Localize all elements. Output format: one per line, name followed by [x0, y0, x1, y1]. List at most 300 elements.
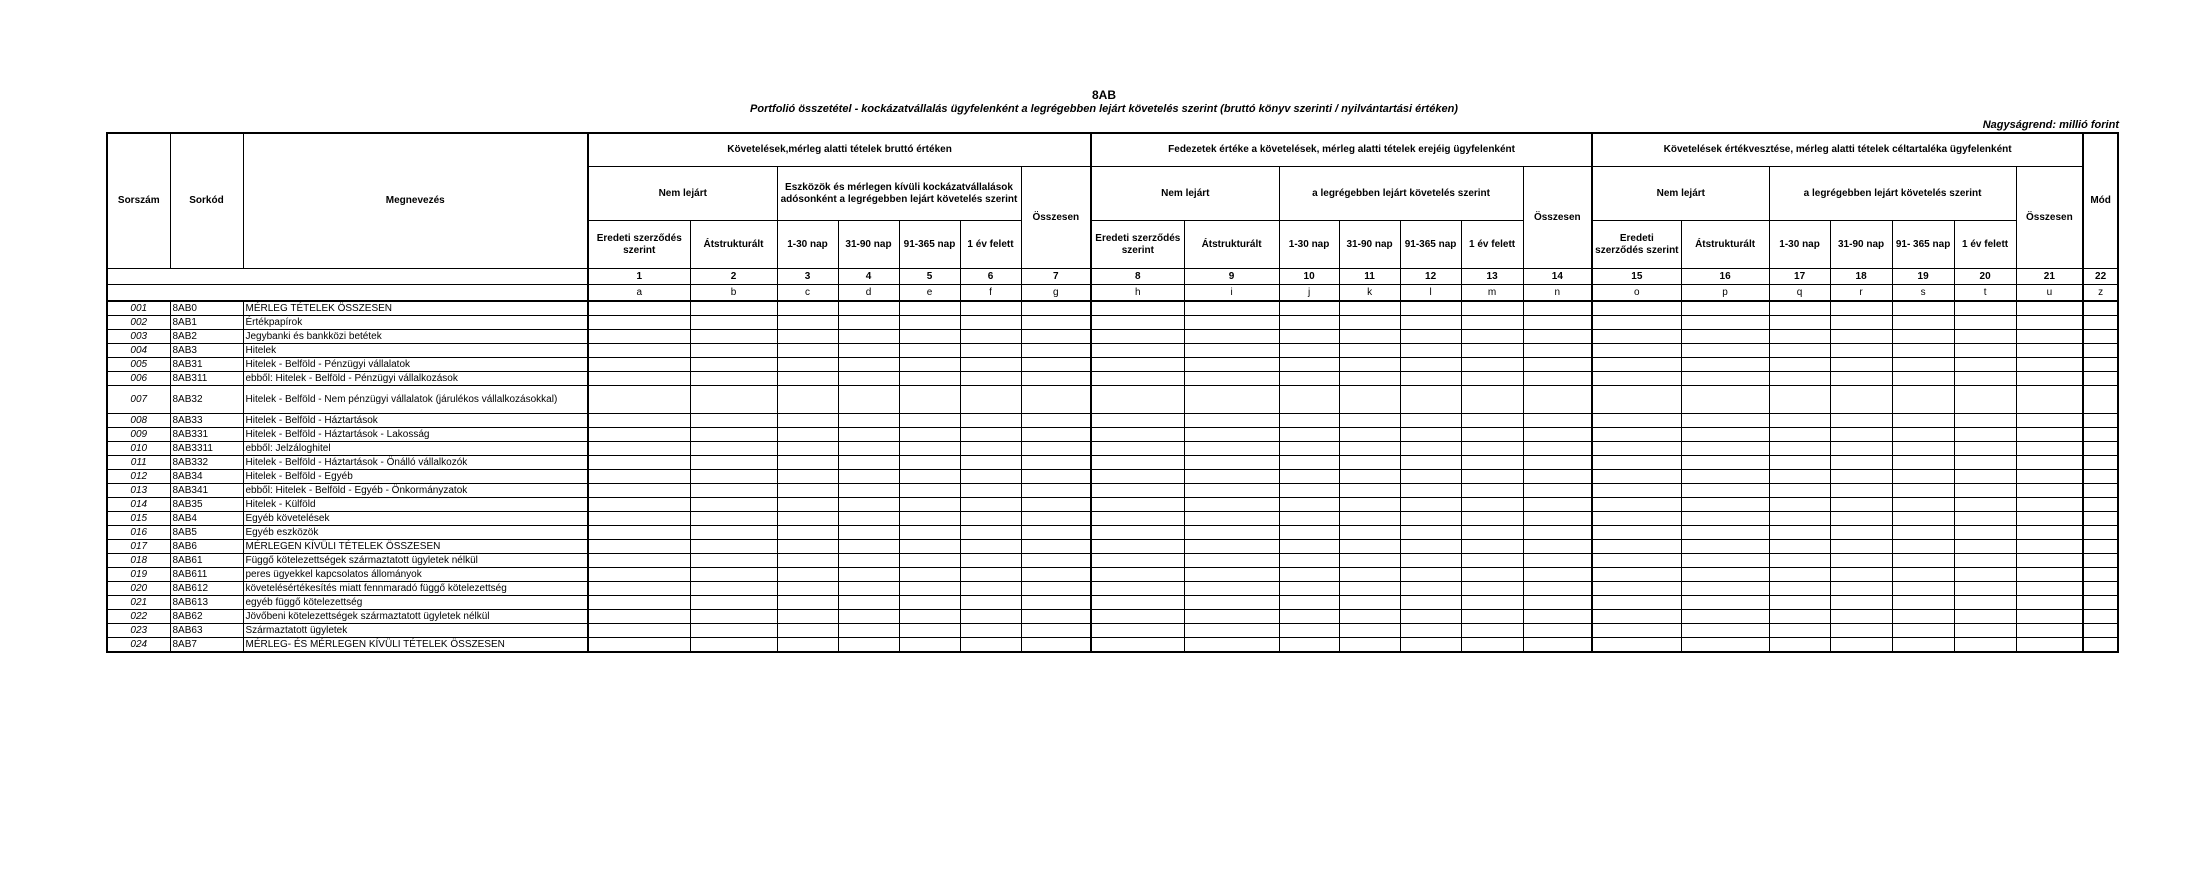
- value-cell[interactable]: [777, 596, 838, 610]
- value-cell[interactable]: [899, 456, 960, 470]
- value-cell[interactable]: [1461, 568, 1523, 582]
- value-cell[interactable]: [1681, 358, 1769, 372]
- value-cell[interactable]: [690, 512, 777, 526]
- value-cell[interactable]: [960, 498, 1021, 512]
- value-cell[interactable]: [1592, 610, 1681, 624]
- value-cell[interactable]: [1184, 624, 1279, 638]
- value-cell[interactable]: [2016, 582, 2083, 596]
- value-cell[interactable]: [1681, 582, 1769, 596]
- value-cell[interactable]: [1339, 386, 1400, 414]
- value-cell[interactable]: [960, 540, 1021, 554]
- value-cell[interactable]: [1021, 358, 1091, 372]
- value-cell[interactable]: [2016, 386, 2083, 414]
- value-cell[interactable]: [899, 470, 960, 484]
- value-cell[interactable]: [1184, 428, 1279, 442]
- value-cell[interactable]: [1523, 386, 1592, 414]
- value-cell[interactable]: [2083, 428, 2118, 442]
- value-cell[interactable]: [1769, 442, 1830, 456]
- value-cell[interactable]: [1400, 638, 1461, 653]
- value-cell[interactable]: [690, 442, 777, 456]
- value-cell[interactable]: [1523, 638, 1592, 653]
- value-cell[interactable]: [1400, 554, 1461, 568]
- value-cell[interactable]: [1021, 610, 1091, 624]
- value-cell[interactable]: [1339, 330, 1400, 344]
- value-cell[interactable]: [899, 386, 960, 414]
- value-cell[interactable]: [1954, 638, 2016, 653]
- value-cell[interactable]: [1592, 484, 1681, 498]
- value-cell[interactable]: [1461, 470, 1523, 484]
- value-cell[interactable]: [960, 610, 1021, 624]
- value-cell[interactable]: [1830, 596, 1892, 610]
- value-cell[interactable]: [899, 638, 960, 653]
- value-cell[interactable]: [1592, 498, 1681, 512]
- value-cell[interactable]: [777, 428, 838, 442]
- value-cell[interactable]: [1339, 414, 1400, 428]
- value-cell[interactable]: [777, 484, 838, 498]
- value-cell[interactable]: [960, 414, 1021, 428]
- value-cell[interactable]: [1681, 526, 1769, 540]
- value-cell[interactable]: [960, 484, 1021, 498]
- value-cell[interactable]: [1021, 540, 1091, 554]
- value-cell[interactable]: [1461, 386, 1523, 414]
- value-cell[interactable]: [1339, 484, 1400, 498]
- value-cell[interactable]: [2083, 358, 2118, 372]
- value-cell[interactable]: [2016, 624, 2083, 638]
- value-cell[interactable]: [588, 316, 690, 330]
- value-cell[interactable]: [2016, 470, 2083, 484]
- value-cell[interactable]: [1769, 582, 1830, 596]
- value-cell[interactable]: [2083, 386, 2118, 414]
- value-cell[interactable]: [1769, 386, 1830, 414]
- value-cell[interactable]: [2016, 540, 2083, 554]
- value-cell[interactable]: [690, 428, 777, 442]
- value-cell[interactable]: [777, 568, 838, 582]
- value-cell[interactable]: [1681, 344, 1769, 358]
- value-cell[interactable]: [899, 358, 960, 372]
- value-cell[interactable]: [2083, 484, 2118, 498]
- value-cell[interactable]: [1279, 386, 1339, 414]
- value-cell[interactable]: [1339, 540, 1400, 554]
- value-cell[interactable]: [1954, 344, 2016, 358]
- value-cell[interactable]: [2016, 316, 2083, 330]
- value-cell[interactable]: [777, 638, 838, 653]
- value-cell[interactable]: [1830, 428, 1892, 442]
- value-cell[interactable]: [1830, 624, 1892, 638]
- value-cell[interactable]: [1279, 582, 1339, 596]
- value-cell[interactable]: [690, 316, 777, 330]
- value-cell[interactable]: [1091, 568, 1184, 582]
- value-cell[interactable]: [1184, 386, 1279, 414]
- value-cell[interactable]: [1279, 470, 1339, 484]
- value-cell[interactable]: [690, 344, 777, 358]
- value-cell[interactable]: [1279, 554, 1339, 568]
- value-cell[interactable]: [1021, 386, 1091, 414]
- value-cell[interactable]: [1091, 386, 1184, 414]
- value-cell[interactable]: [1523, 301, 1592, 316]
- value-cell[interactable]: [1954, 442, 2016, 456]
- value-cell[interactable]: [1339, 428, 1400, 442]
- value-cell[interactable]: [1184, 414, 1279, 428]
- value-cell[interactable]: [960, 512, 1021, 526]
- value-cell[interactable]: [960, 582, 1021, 596]
- value-cell[interactable]: [1021, 372, 1091, 386]
- value-cell[interactable]: [2083, 568, 2118, 582]
- value-cell[interactable]: [1279, 372, 1339, 386]
- value-cell[interactable]: [1592, 554, 1681, 568]
- value-cell[interactable]: [1592, 330, 1681, 344]
- value-cell[interactable]: [1339, 358, 1400, 372]
- value-cell[interactable]: [1021, 624, 1091, 638]
- value-cell[interactable]: [1279, 540, 1339, 554]
- value-cell[interactable]: [899, 498, 960, 512]
- value-cell[interactable]: [1830, 638, 1892, 653]
- value-cell[interactable]: [1400, 442, 1461, 456]
- value-cell[interactable]: [1830, 372, 1892, 386]
- value-cell[interactable]: [1279, 638, 1339, 653]
- value-cell[interactable]: [960, 316, 1021, 330]
- value-cell[interactable]: [1523, 316, 1592, 330]
- value-cell[interactable]: [588, 330, 690, 344]
- value-cell[interactable]: [1091, 372, 1184, 386]
- value-cell[interactable]: [1892, 526, 1954, 540]
- value-cell[interactable]: [1681, 372, 1769, 386]
- value-cell[interactable]: [1021, 498, 1091, 512]
- value-cell[interactable]: [1400, 568, 1461, 582]
- value-cell[interactable]: [1339, 582, 1400, 596]
- value-cell[interactable]: [1339, 596, 1400, 610]
- value-cell[interactable]: [960, 596, 1021, 610]
- value-cell[interactable]: [588, 456, 690, 470]
- value-cell[interactable]: [1681, 484, 1769, 498]
- value-cell[interactable]: [1461, 456, 1523, 470]
- value-cell[interactable]: [1339, 372, 1400, 386]
- value-cell[interactable]: [1830, 386, 1892, 414]
- value-cell[interactable]: [1769, 414, 1830, 428]
- value-cell[interactable]: [960, 330, 1021, 344]
- value-cell[interactable]: [1400, 470, 1461, 484]
- value-cell[interactable]: [1400, 330, 1461, 344]
- value-cell[interactable]: [1461, 498, 1523, 512]
- value-cell[interactable]: [1400, 358, 1461, 372]
- value-cell[interactable]: [1021, 414, 1091, 428]
- value-cell[interactable]: [1339, 554, 1400, 568]
- value-cell[interactable]: [1769, 596, 1830, 610]
- value-cell[interactable]: [1954, 526, 2016, 540]
- value-cell[interactable]: [1523, 624, 1592, 638]
- value-cell[interactable]: [1892, 316, 1954, 330]
- value-cell[interactable]: [1461, 301, 1523, 316]
- value-cell[interactable]: [1523, 428, 1592, 442]
- value-cell[interactable]: [838, 624, 899, 638]
- value-cell[interactable]: [1339, 610, 1400, 624]
- value-cell[interactable]: [1279, 301, 1339, 316]
- value-cell[interactable]: [1954, 540, 2016, 554]
- value-cell[interactable]: [690, 638, 777, 653]
- value-cell[interactable]: [960, 358, 1021, 372]
- value-cell[interactable]: [1091, 498, 1184, 512]
- value-cell[interactable]: [1681, 301, 1769, 316]
- value-cell[interactable]: [899, 301, 960, 316]
- value-cell[interactable]: [1461, 414, 1523, 428]
- value-cell[interactable]: [1400, 512, 1461, 526]
- value-cell[interactable]: [838, 596, 899, 610]
- value-cell[interactable]: [1523, 582, 1592, 596]
- value-cell[interactable]: [2083, 498, 2118, 512]
- value-cell[interactable]: [1091, 344, 1184, 358]
- value-cell[interactable]: [1279, 568, 1339, 582]
- value-cell[interactable]: [1592, 456, 1681, 470]
- value-cell[interactable]: [899, 568, 960, 582]
- value-cell[interactable]: [690, 456, 777, 470]
- value-cell[interactable]: [1400, 540, 1461, 554]
- value-cell[interactable]: [899, 484, 960, 498]
- value-cell[interactable]: [588, 386, 690, 414]
- value-cell[interactable]: [1400, 316, 1461, 330]
- value-cell[interactable]: [1954, 554, 2016, 568]
- value-cell[interactable]: [1592, 638, 1681, 653]
- value-cell[interactable]: [777, 372, 838, 386]
- value-cell[interactable]: [1091, 428, 1184, 442]
- value-cell[interactable]: [838, 498, 899, 512]
- value-cell[interactable]: [1021, 512, 1091, 526]
- value-cell[interactable]: [1681, 428, 1769, 442]
- value-cell[interactable]: [1091, 414, 1184, 428]
- value-cell[interactable]: [960, 386, 1021, 414]
- value-cell[interactable]: [777, 582, 838, 596]
- value-cell[interactable]: [2016, 358, 2083, 372]
- value-cell[interactable]: [960, 638, 1021, 653]
- value-cell[interactable]: [1021, 344, 1091, 358]
- value-cell[interactable]: [1592, 540, 1681, 554]
- value-cell[interactable]: [1461, 344, 1523, 358]
- value-cell[interactable]: [690, 301, 777, 316]
- value-cell[interactable]: [777, 316, 838, 330]
- value-cell[interactable]: [899, 344, 960, 358]
- value-cell[interactable]: [1279, 610, 1339, 624]
- value-cell[interactable]: [838, 638, 899, 653]
- value-cell[interactable]: [1681, 512, 1769, 526]
- value-cell[interactable]: [838, 316, 899, 330]
- value-cell[interactable]: [1279, 624, 1339, 638]
- value-cell[interactable]: [1523, 372, 1592, 386]
- value-cell[interactable]: [2083, 540, 2118, 554]
- value-cell[interactable]: [1592, 316, 1681, 330]
- value-cell[interactable]: [1592, 372, 1681, 386]
- value-cell[interactable]: [1461, 358, 1523, 372]
- value-cell[interactable]: [1184, 610, 1279, 624]
- value-cell[interactable]: [588, 498, 690, 512]
- value-cell[interactable]: [1892, 372, 1954, 386]
- value-cell[interactable]: [838, 456, 899, 470]
- value-cell[interactable]: [1523, 470, 1592, 484]
- value-cell[interactable]: [777, 512, 838, 526]
- value-cell[interactable]: [1830, 610, 1892, 624]
- value-cell[interactable]: [1400, 610, 1461, 624]
- value-cell[interactable]: [1954, 316, 2016, 330]
- value-cell[interactable]: [1681, 442, 1769, 456]
- value-cell[interactable]: [1892, 442, 1954, 456]
- value-cell[interactable]: [1892, 344, 1954, 358]
- value-cell[interactable]: [2083, 526, 2118, 540]
- value-cell[interactable]: [1400, 428, 1461, 442]
- value-cell[interactable]: [1279, 414, 1339, 428]
- value-cell[interactable]: [1523, 610, 1592, 624]
- value-cell[interactable]: [2016, 596, 2083, 610]
- value-cell[interactable]: [1523, 512, 1592, 526]
- value-cell[interactable]: [1523, 568, 1592, 582]
- value-cell[interactable]: [1091, 301, 1184, 316]
- value-cell[interactable]: [588, 596, 690, 610]
- value-cell[interactable]: [1091, 484, 1184, 498]
- value-cell[interactable]: [1954, 470, 2016, 484]
- value-cell[interactable]: [777, 301, 838, 316]
- value-cell[interactable]: [2016, 330, 2083, 344]
- value-cell[interactable]: [1681, 330, 1769, 344]
- value-cell[interactable]: [1681, 316, 1769, 330]
- value-cell[interactable]: [1769, 512, 1830, 526]
- value-cell[interactable]: [2016, 526, 2083, 540]
- value-cell[interactable]: [1184, 638, 1279, 653]
- value-cell[interactable]: [960, 344, 1021, 358]
- value-cell[interactable]: [899, 414, 960, 428]
- value-cell[interactable]: [1523, 554, 1592, 568]
- value-cell[interactable]: [1830, 526, 1892, 540]
- value-cell[interactable]: [1523, 344, 1592, 358]
- value-cell[interactable]: [2083, 344, 2118, 358]
- value-cell[interactable]: [2083, 582, 2118, 596]
- value-cell[interactable]: [1400, 484, 1461, 498]
- value-cell[interactable]: [838, 610, 899, 624]
- value-cell[interactable]: [1461, 610, 1523, 624]
- value-cell[interactable]: [1954, 372, 2016, 386]
- value-cell[interactable]: [1769, 316, 1830, 330]
- value-cell[interactable]: [1184, 316, 1279, 330]
- value-cell[interactable]: [1461, 540, 1523, 554]
- value-cell[interactable]: [1769, 624, 1830, 638]
- value-cell[interactable]: [1279, 428, 1339, 442]
- value-cell[interactable]: [588, 610, 690, 624]
- value-cell[interactable]: [1091, 596, 1184, 610]
- value-cell[interactable]: [1769, 568, 1830, 582]
- value-cell[interactable]: [588, 540, 690, 554]
- value-cell[interactable]: [1892, 498, 1954, 512]
- value-cell[interactable]: [1184, 498, 1279, 512]
- value-cell[interactable]: [2083, 624, 2118, 638]
- value-cell[interactable]: [1892, 596, 1954, 610]
- value-cell[interactable]: [1400, 582, 1461, 596]
- value-cell[interactable]: [960, 470, 1021, 484]
- value-cell[interactable]: [1339, 498, 1400, 512]
- value-cell[interactable]: [838, 540, 899, 554]
- value-cell[interactable]: [1339, 568, 1400, 582]
- value-cell[interactable]: [1681, 470, 1769, 484]
- value-cell[interactable]: [1021, 301, 1091, 316]
- value-cell[interactable]: [1592, 624, 1681, 638]
- value-cell[interactable]: [690, 624, 777, 638]
- value-cell[interactable]: [1279, 330, 1339, 344]
- value-cell[interactable]: [588, 301, 690, 316]
- value-cell[interactable]: [1892, 484, 1954, 498]
- value-cell[interactable]: [1091, 512, 1184, 526]
- value-cell[interactable]: [1892, 624, 1954, 638]
- value-cell[interactable]: [2016, 638, 2083, 653]
- value-cell[interactable]: [1184, 526, 1279, 540]
- value-cell[interactable]: [899, 316, 960, 330]
- value-cell[interactable]: [1681, 554, 1769, 568]
- value-cell[interactable]: [1769, 484, 1830, 498]
- value-cell[interactable]: [777, 540, 838, 554]
- value-cell[interactable]: [1279, 316, 1339, 330]
- value-cell[interactable]: [1830, 316, 1892, 330]
- value-cell[interactable]: [777, 386, 838, 414]
- value-cell[interactable]: [690, 596, 777, 610]
- value-cell[interactable]: [690, 526, 777, 540]
- value-cell[interactable]: [2016, 442, 2083, 456]
- value-cell[interactable]: [838, 301, 899, 316]
- value-cell[interactable]: [1400, 344, 1461, 358]
- value-cell[interactable]: [899, 372, 960, 386]
- value-cell[interactable]: [1021, 484, 1091, 498]
- value-cell[interactable]: [690, 386, 777, 414]
- value-cell[interactable]: [1954, 414, 2016, 428]
- value-cell[interactable]: [690, 330, 777, 344]
- value-cell[interactable]: [2083, 554, 2118, 568]
- value-cell[interactable]: [1184, 484, 1279, 498]
- value-cell[interactable]: [2016, 512, 2083, 526]
- value-cell[interactable]: [1769, 358, 1830, 372]
- value-cell[interactable]: [1954, 498, 2016, 512]
- value-cell[interactable]: [1830, 301, 1892, 316]
- value-cell[interactable]: [960, 442, 1021, 456]
- value-cell[interactable]: [1021, 554, 1091, 568]
- value-cell[interactable]: [2083, 638, 2118, 653]
- value-cell[interactable]: [2016, 456, 2083, 470]
- value-cell[interactable]: [1954, 596, 2016, 610]
- value-cell[interactable]: [1892, 638, 1954, 653]
- value-cell[interactable]: [1523, 596, 1592, 610]
- value-cell[interactable]: [1523, 526, 1592, 540]
- value-cell[interactable]: [1769, 470, 1830, 484]
- value-cell[interactable]: [1681, 610, 1769, 624]
- value-cell[interactable]: [960, 568, 1021, 582]
- value-cell[interactable]: [899, 624, 960, 638]
- value-cell[interactable]: [1892, 582, 1954, 596]
- value-cell[interactable]: [1021, 526, 1091, 540]
- value-cell[interactable]: [1769, 638, 1830, 653]
- value-cell[interactable]: [1954, 512, 2016, 526]
- value-cell[interactable]: [960, 526, 1021, 540]
- value-cell[interactable]: [2016, 372, 2083, 386]
- value-cell[interactable]: [2083, 610, 2118, 624]
- value-cell[interactable]: [1400, 372, 1461, 386]
- value-cell[interactable]: [1279, 596, 1339, 610]
- value-cell[interactable]: [1892, 301, 1954, 316]
- value-cell[interactable]: [588, 568, 690, 582]
- value-cell[interactable]: [838, 358, 899, 372]
- value-cell[interactable]: [1339, 526, 1400, 540]
- value-cell[interactable]: [1954, 330, 2016, 344]
- value-cell[interactable]: [1892, 358, 1954, 372]
- value-cell[interactable]: [1339, 316, 1400, 330]
- value-cell[interactable]: [1592, 442, 1681, 456]
- value-cell[interactable]: [1400, 498, 1461, 512]
- value-cell[interactable]: [1954, 582, 2016, 596]
- value-cell[interactable]: [1091, 554, 1184, 568]
- value-cell[interactable]: [690, 358, 777, 372]
- value-cell[interactable]: [1830, 358, 1892, 372]
- value-cell[interactable]: [1681, 498, 1769, 512]
- value-cell[interactable]: [1091, 442, 1184, 456]
